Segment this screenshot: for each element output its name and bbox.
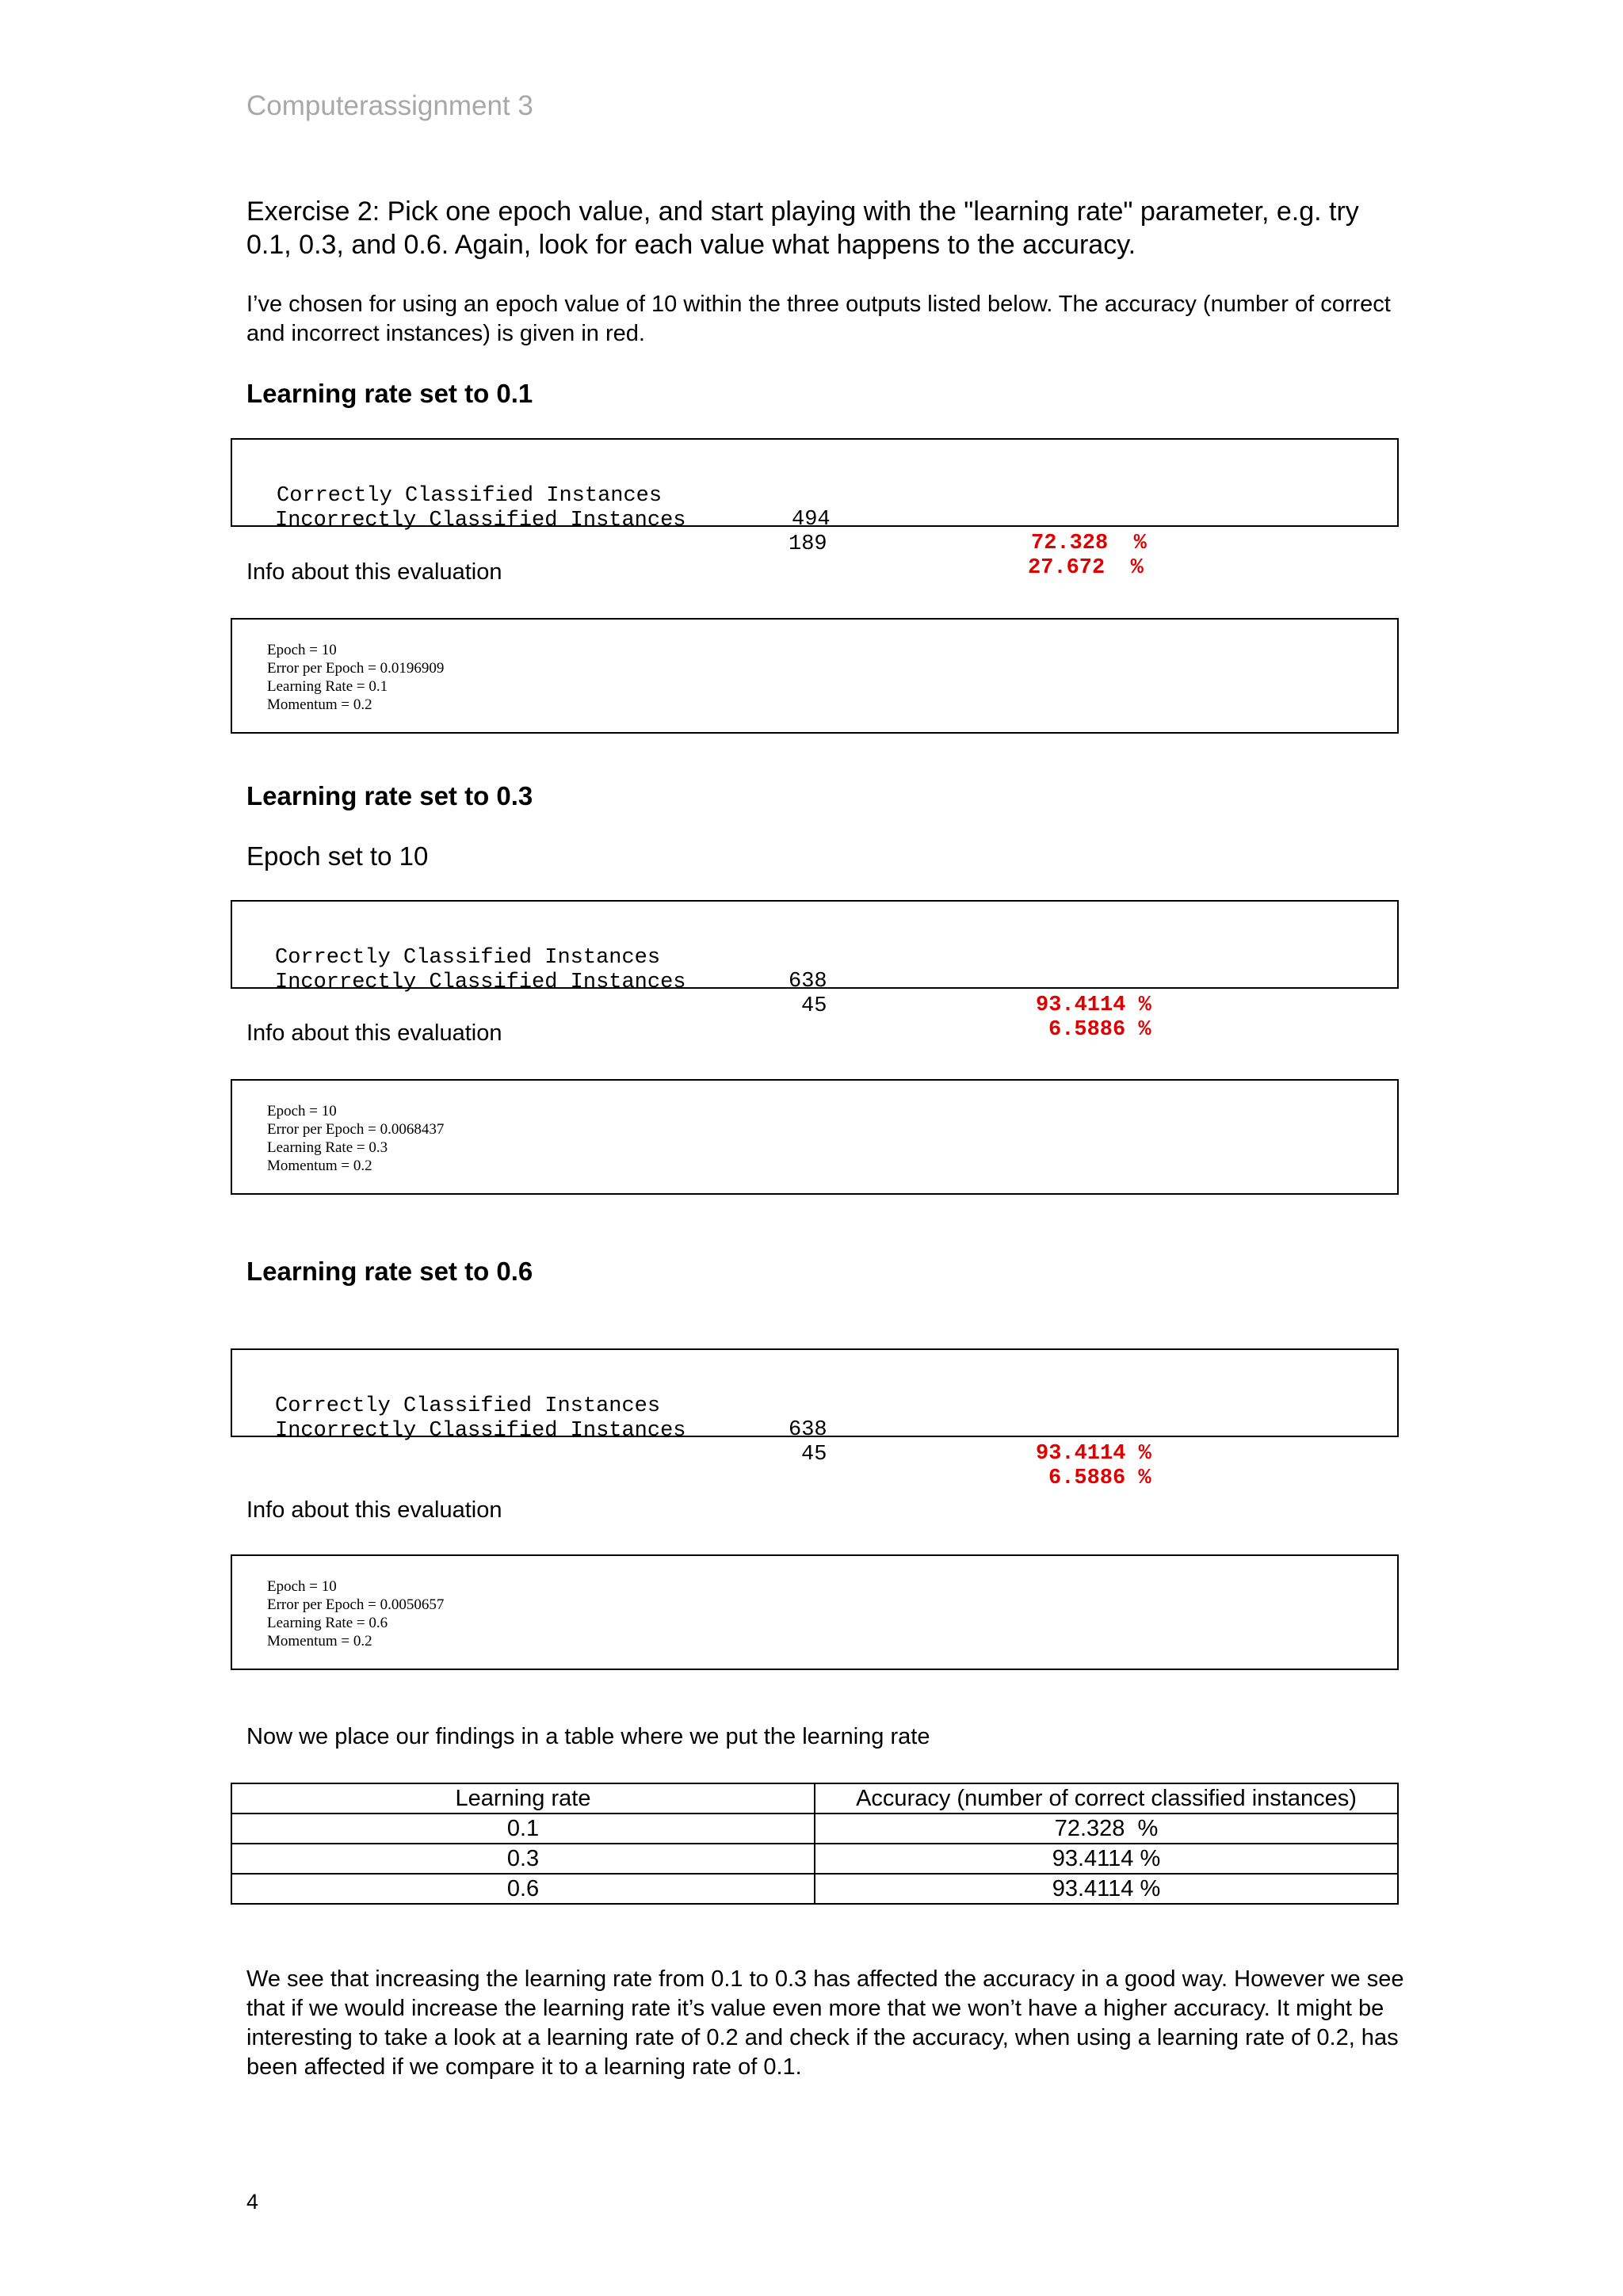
- table-cell: 0.6: [231, 1874, 815, 1904]
- table-cell: 93.4114 %: [815, 1874, 1398, 1904]
- result-label: Correctly Classified Instances: [275, 946, 661, 970]
- result-label: Correctly Classified Instances: [277, 484, 663, 508]
- result-label: Correctly Classified Instances: [275, 1394, 661, 1418]
- table-header-row: [231, 1783, 1398, 1814]
- result-count: 189: [789, 532, 827, 556]
- result-count: 45: [801, 1443, 827, 1466]
- result-count: 638: [789, 1418, 827, 1442]
- info-line: Epoch = 10: [267, 1578, 337, 1595]
- table-header-cell: Learning rate: [231, 1783, 815, 1814]
- conclusion-paragraph: We see that increasing the learning rate from 0.1 to 0.3 has affected the accuracy in a good way. However we see that if we would increase the learning rate it’s value even more that we won’t have a higher accuracy. It might be interesting to take a look at a learning rate of 0.2 and check if the accuracy, when using a learning rate of 0.2, has been affected if we compare it to a learning rate of 0.1.: [246, 1966, 1404, 2080]
- info-line: Epoch = 10: [267, 642, 337, 658]
- info-line: Momentum = 0.2: [267, 1158, 372, 1174]
- result-percent: 93.4114 %: [1036, 994, 1151, 1017]
- result-percent: 72.328 %: [1031, 532, 1147, 555]
- table-row: [231, 1874, 1398, 1904]
- running-header: Computerassignment 3: [246, 90, 533, 121]
- info-label-lr-0-6: Info about this evaluation: [246, 1497, 502, 1523]
- exercise-question: Exercise 2: Pick one epoch value, and start playing with the "learning rate" parameter, e.g. try 0.1, 0.3, and 0.6. Again, look for each value what happens to the accuracy.: [246, 196, 1359, 260]
- result-count: 45: [801, 994, 827, 1018]
- info-box-lr-0-1: [231, 618, 1399, 734]
- section-heading-lr-0-6: Learning rate set to 0.6: [246, 1257, 533, 1286]
- result-percent: 93.4114 %: [1036, 1442, 1151, 1466]
- table-row: [231, 1814, 1398, 1844]
- result-percent: 6.5886 %: [1048, 1018, 1151, 1042]
- section-heading-lr-0-3: Learning rate set to 0.3: [246, 781, 533, 810]
- info-line: Momentum = 0.2: [267, 1633, 372, 1650]
- info-line: Error per Epoch = 0.0068437: [267, 1121, 445, 1138]
- info-line: Learning Rate = 0.1: [267, 678, 388, 695]
- result-percent: 6.5886 %: [1048, 1466, 1151, 1490]
- info-box-lr-0-6: [231, 1554, 1399, 1670]
- summary-title: Now we place our findings in a table where we put the learning rate: [246, 1724, 930, 1749]
- table-cell: 0.1: [231, 1814, 815, 1844]
- section-subheading-epoch: Epoch set to 10: [246, 841, 429, 871]
- info-line: Learning Rate = 0.3: [267, 1139, 388, 1156]
- info-line: Momentum = 0.2: [267, 696, 372, 713]
- result-label: Incorrectly Classified Instances: [275, 971, 686, 994]
- info-line: Error per Epoch = 0.0050657: [267, 1596, 445, 1613]
- table-cell: 72.328 %: [815, 1814, 1398, 1844]
- result-label: Incorrectly Classified Instances: [275, 1419, 686, 1443]
- result-percent: 27.672 %: [1028, 556, 1144, 580]
- page-number: 4: [246, 2190, 259, 2214]
- info-label-lr-0-1: Info about this evaluation: [246, 559, 502, 585]
- table-row: [231, 1844, 1398, 1874]
- info-box-lr-0-3: [231, 1079, 1399, 1195]
- table-cell: 93.4114 %: [815, 1844, 1398, 1874]
- info-line: Epoch = 10: [267, 1103, 337, 1119]
- table-header-cell: Accuracy (number of correct classified instances): [815, 1783, 1398, 1814]
- findings-table: [231, 1783, 1399, 1905]
- result-count: 494: [792, 508, 831, 532]
- info-line: Learning Rate = 0.6: [267, 1615, 388, 1631]
- result-count: 638: [789, 970, 827, 994]
- intro-paragraph: I’ve chosen for using an epoch value of 10 within the three outputs listed below. The accuracy (number of correct and incorrect instances) is given in red.: [246, 292, 1391, 346]
- result-label: Incorrectly Classified Instances: [275, 509, 686, 532]
- info-label-lr-0-3: Info about this evaluation: [246, 1020, 502, 1046]
- table-cell: 0.3: [231, 1844, 815, 1874]
- info-line: Error per Epoch = 0.0196909: [267, 660, 445, 677]
- results-box-lr-0-6: [231, 1348, 1399, 1490]
- section-heading-lr-0-1: Learning rate set to 0.1: [246, 379, 533, 408]
